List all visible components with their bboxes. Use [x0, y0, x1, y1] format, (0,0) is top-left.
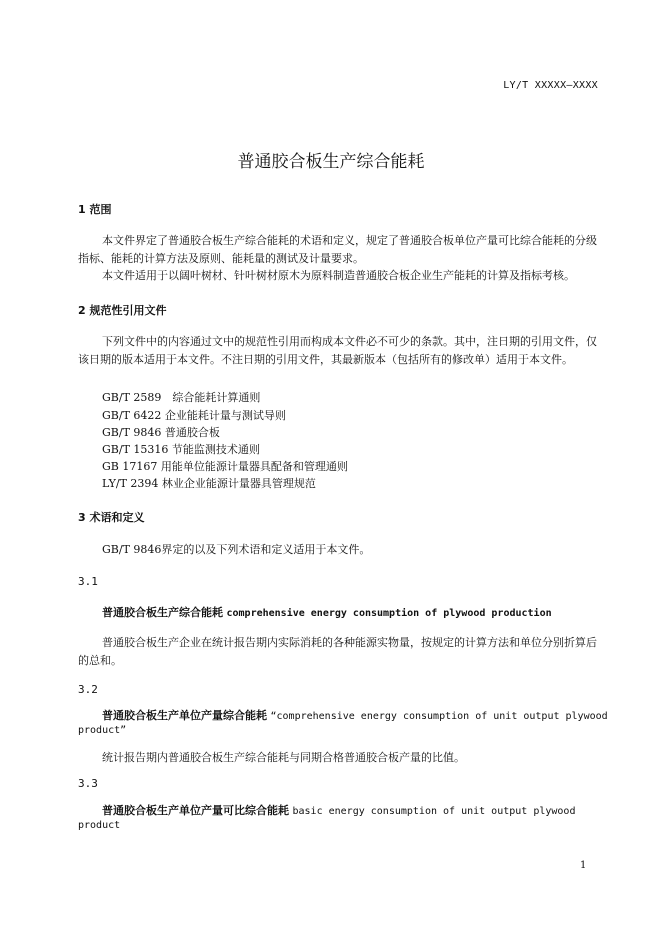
references-intro: [78, 333, 600, 368]
reference-item: GB/T 15316 节能监测技术通则: [102, 443, 260, 456]
scope-paragraph-2: 本文件适用于以阔叶树材、针叶树材原木为原料制造普通胶合板企业生产能耗的计算及指标考核。: [102, 269, 575, 282]
term-definition: 统计报告期内普通胶合板生产综合能耗与同期合格普通胶合板产量的比值。: [102, 751, 465, 764]
term-definition-text: 普通胶合板生产企业在统计报告期内实际消耗的各种能源实物量，按规定的计算方法和单位分别折算后的总和。: [78, 636, 597, 667]
scope-body: [78, 232, 600, 285]
reference-item: GB/T 9846 普通胶合板: [102, 426, 220, 439]
reference-item: GB/T 2589 综合能耗计算通则: [102, 391, 261, 404]
term-number: 3.1: [78, 575, 98, 588]
term-chinese: 普通胶合板生产单位产量综合能耗: [102, 709, 267, 722]
reference-item: GB/T 6422 企业能耗计量与测试导则: [102, 409, 286, 422]
section-heading-references: 2 规范性引用文件: [78, 304, 167, 317]
term-definition: [78, 634, 600, 669]
reference-item: GB 17167 用能单位能源计量器具配备和管理通则: [102, 460, 348, 473]
scope-paragraph-1: 本文件界定了普通胶合板生产综合能耗的术语和定义，规定了普通胶合板单位产量可比综合能耗的分级指标、能耗的计算方法及原则、能耗量的测试及计量要求。: [78, 234, 597, 265]
term-english-continued: product”: [78, 725, 127, 736]
term-chinese: 普通胶合板生产综合能耗: [102, 606, 223, 619]
term-heading: [102, 707, 608, 723]
page-number: 1: [580, 860, 587, 871]
term-english: comprehensive energy consumption of plywood production: [226, 608, 552, 619]
reference-item: LY/T 2394 林业企业能源计量器具管理规范: [102, 477, 316, 490]
term-english: basic energy consumption of unit output plywood: [292, 806, 576, 817]
references-intro-text: 下列文件中的内容通过文中的规范性引用而构成本文件必不可少的条款。其中，注日期的引用文件，仅该日期的版本适用于本文件。不注日期的引用文件，其最新版本（包括所有的修改单）适用于本文件。: [78, 335, 597, 366]
term-english: “comprehensive energy consumption of unit output plywood: [270, 711, 608, 722]
document-title: 普通胶合板生产综合能耗: [237, 152, 425, 172]
term-number: 3.2: [78, 683, 98, 696]
term-english-continued: product: [78, 820, 121, 831]
term-chinese: 普通胶合板生产单位产量可比综合能耗: [102, 804, 289, 817]
section-heading-scope: 1 范围: [78, 203, 112, 216]
term-heading: [102, 604, 552, 620]
terms-intro: GB/T 9846界定的以及下列术语和定义适用于本文件。: [102, 543, 371, 556]
term-heading: [102, 802, 575, 818]
section-heading-terms: 3 术语和定义: [78, 511, 145, 524]
standard-code: LY/T XXXXX—XXXX: [503, 80, 598, 91]
term-number: 3.3: [78, 777, 98, 790]
